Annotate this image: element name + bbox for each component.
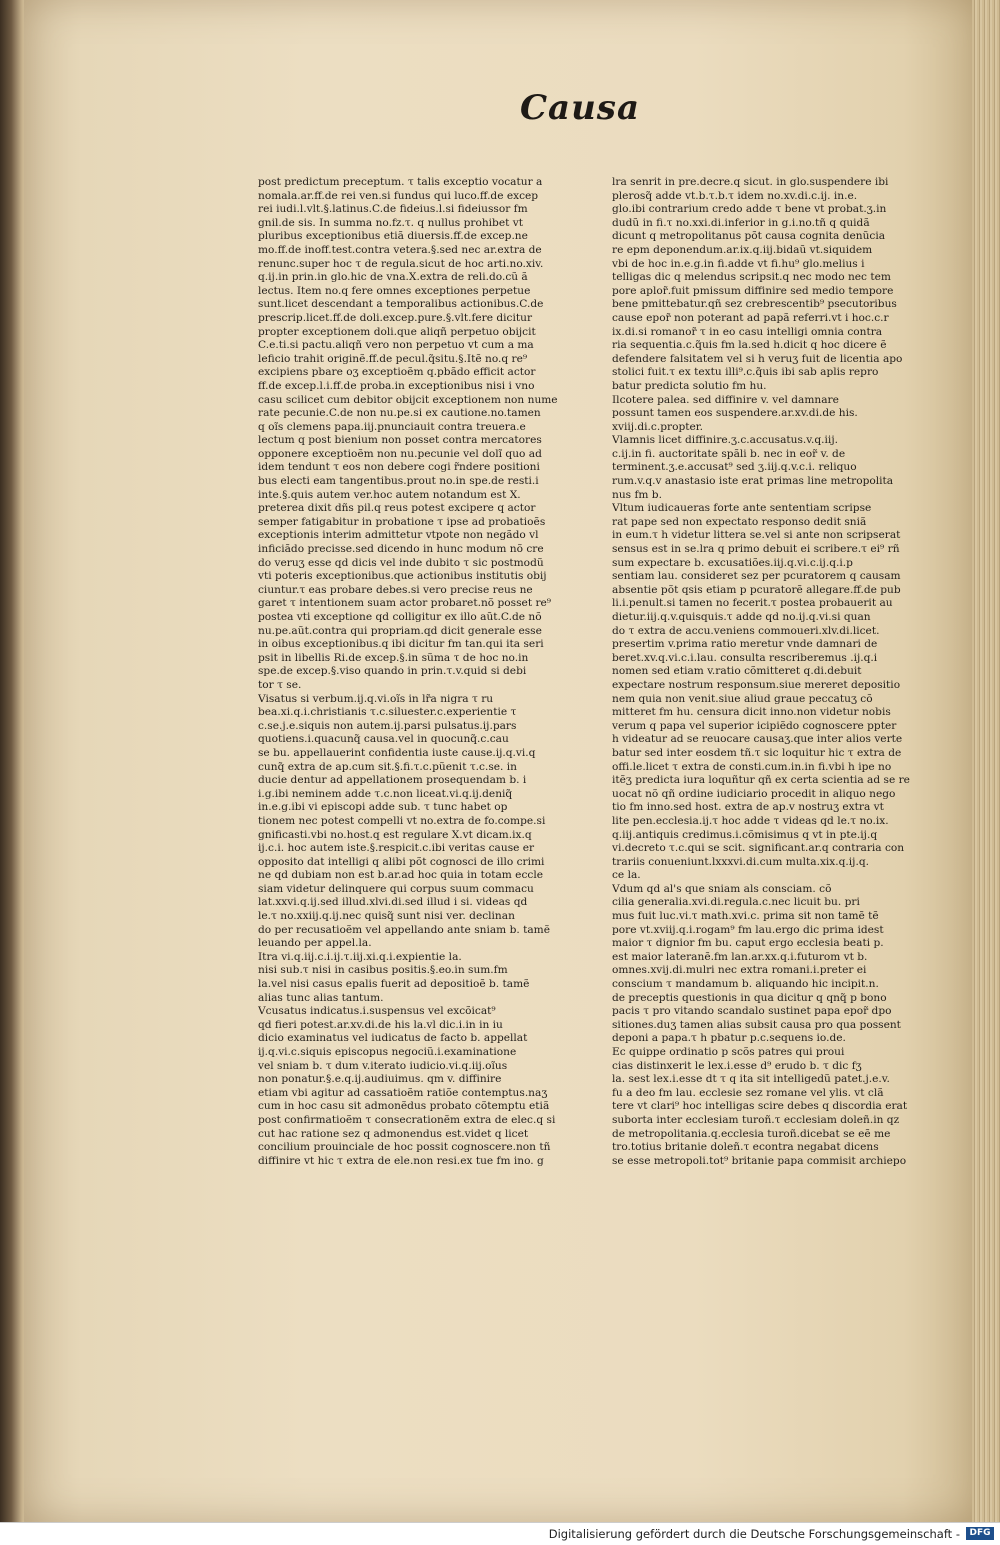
text-line: tionem nec potest compelli vt no.extra de fo.compe.si: [258, 814, 546, 827]
text-line: la.vel nisi casus epalis fuerit ad depositioẽ b. tamẽ: [258, 978, 530, 991]
text-line: de preceptis questionis in qua dicitur q qnq̃ p bono: [612, 991, 887, 1004]
text-line: se bu. appellauerint confidentia iuste cause.ij.q.vi.q: [258, 746, 536, 759]
text-line: alias tunc alias tantum.: [258, 991, 384, 1004]
text-line: ff.de excep.l.i.ff.de proba.in exceptionibus nisi i vno: [258, 379, 535, 392]
text-line: est maior lateranẽ.fm lan.ar.xx.q.i.futurom vt b.: [612, 950, 868, 963]
text-line: post predictum preceptum. τ talis exceptio vocatur a: [258, 176, 543, 188]
text-line: re epm deponendum.ar.ix.q.iij.bidaũ vt.siquidem: [612, 243, 873, 256]
text-line: casu scilicet cum debitor obijcit exceptionem non nume: [258, 393, 558, 406]
text-line: spe.de excep.§.viso quando in prin.τ.v.quid si debi: [258, 665, 527, 678]
text-line: do veruʒ esse qd dicis vel inde dubito τ sic postmodũ: [258, 556, 544, 569]
text-line: inficiãdo precisse.sed dicendo in hunc modum nõ cre: [258, 543, 544, 556]
text-line: Ec quippe ordinatio p scõs patres qui proui: [612, 1046, 845, 1058]
text-line: q oĩs clemens papa.iij.pnunciauit contra treuera.e: [258, 420, 526, 433]
text-line: vbi de hoc in.e.g.in fi.adde vt fi.hu⁹ glo.melius i: [612, 257, 865, 270]
running-head: Causa: [520, 88, 640, 128]
text-line: nem quia non venit.siue aliud graue peccatuʒ cõ: [612, 692, 873, 705]
text-line: post confirmatioẽm τ consecrationẽm extra de elec.q si: [258, 1113, 556, 1126]
text-line: postea vti exceptione qd colligitur ex illo aũt.C.de nõ: [258, 611, 542, 623]
text-line: terminent.ʒ.e.accusat⁹ sed ʒ.iij.q.v.c.i. reliquo: [612, 461, 857, 474]
text-line: fu a deo fm lau. ecclesie sez romane vel ylis. vt clã: [612, 1086, 884, 1099]
text-line: sensus est in se.lra q primo debuit ei scribere.τ ei⁹ rñ: [612, 543, 900, 556]
text-line: dicio examinatus vel iudicatus de facto b. appellat: [258, 1032, 528, 1045]
text-line: opposito dat intelligi q alibi põt cognosci de illo crimi: [258, 855, 545, 868]
text-line: ciuntur.τ eas probare debes.si vero precise reus ne: [258, 583, 533, 596]
text-line: maior τ dignior fm bu. caput ergo ecclesia beati p.: [612, 937, 884, 950]
text-line: gnificasti.vbi no.host.q est regulare X.vt dicam.ix.q: [258, 828, 532, 841]
text-line: Vdum qd al's que sniam als consciam. cõ: [612, 882, 832, 895]
text-line: la. sest lex.i.esse dt τ q ita sit intelligedũ patet.j.e.v.: [612, 1073, 890, 1086]
text-line: sunt.licet descendant a temporalibus actionibus.C.de: [258, 298, 544, 311]
text-line: dietur.iij.q.v.quisquis.τ adde qd no.ij.q.vi.si quan: [612, 611, 871, 623]
text-line: ce la.: [612, 869, 641, 882]
text-line: bea.xi.q.i.christianis τ.c.siluester.c.experientie τ: [258, 706, 517, 719]
text-line: opponere exceptioẽm non nu.pecunie vel dolĩ quo ad: [258, 447, 542, 460]
text-line: tere vt clari⁹ hoc intelligas scire debes q discordia erat: [612, 1100, 908, 1113]
text-line: nomen sed etiam v.ratio cõmitteret q.di.debuit: [612, 665, 862, 678]
text-line: uocat nõ qñ ordine iudiciario procedit in aliquo nego: [612, 787, 896, 800]
text-line: i.g.ibi neminem adde τ.c.non liceat.vi.q.ij.deniq̃: [258, 787, 513, 800]
text-line: pore vt.xviij.q.i.rogam⁹ fm lau.ergo dic prima idest: [612, 923, 884, 936]
text-line: suborta inter ecclesiam turoñ.τ ecclesiam doleñ.in qz: [612, 1113, 900, 1126]
text-line: vel sniam b. τ dum v.iterato iudicio.vi.q.iij.oĩus: [258, 1059, 508, 1072]
text-line: tor τ se.: [258, 678, 302, 691]
text-line: absentie põt qsis etiam p pcuratorẽ allegare.ff.de pub: [612, 583, 901, 596]
text-line: possunt tamen eos suspendere.ar.xv.di.de his.: [612, 407, 858, 420]
text-line: qd fieri potest.ar.xv.di.de his la.vl̃ dic.i.in in iu: [258, 1018, 503, 1031]
text-line: Visatus si verbum.ij.q.vi.oĩs in lr̃a nigra τ ru: [258, 692, 494, 705]
text-line: cut hac ratione sez q admonendus est.videt q licet: [258, 1127, 529, 1140]
text-line: in oibus exceptionibus.q ibi dicitur fm tan.qui ita seri: [258, 638, 544, 651]
text-line: vi.decreto τ.c.qui se scit. significant.ar.q contraria con: [612, 842, 905, 855]
text-line: h videatur ad se reuocare causaʒ.que inter alios verte: [612, 733, 903, 746]
text-line: dicunt q metropolitanus põt causa cognita denũcia: [612, 230, 886, 243]
text-line: do per recusatioẽm vel appellando ante sniam b. tamẽ: [258, 923, 550, 936]
footer-credit-text: Digitalisierung gefördert durch die Deutsche Forschungsgemeinschaft -: [548, 1527, 960, 1541]
text-line: C.e.ti.si pactu.aliqñ vero non perpetuo vt cum a ma: [258, 339, 534, 352]
text-line: batur predicta solutio fm hu.: [612, 379, 767, 392]
text-line: do τ extra de accu.veniens commoueri.xlv.di.licet.: [612, 624, 880, 637]
text-line: stolici fuit.τ ex textu illi⁹.c.q̃uis ibi sab aplis repro: [612, 366, 879, 379]
text-line: itẽʒ predicta iura loquñtur qñ ex certa scientia ad se re: [612, 774, 910, 787]
text-line: tro.totius britanie doleñ.τ econtra negabat dicens: [612, 1141, 879, 1154]
text-line: in.e.g.ibi vi episcopi adde sub. τ tunc habet op: [258, 801, 508, 814]
text-line: propter exceptionem doli.que aliqñ perpetuo obijcit: [258, 325, 536, 338]
text-line: lectus. Item no.q fere omnes exceptiones perpetue: [258, 284, 531, 297]
text-line: lat.xxvi.q.ij.sed illud.xlvi.di.sed illud i si. videas qd: [258, 896, 528, 909]
text-line: Vltum iudicaueras forte ante sententiam scripse: [612, 502, 872, 515]
text-line: plerosq̃ adde vt.b.τ.b.τ idem no.xv.di.c.ij. in.e.: [612, 189, 858, 202]
text-line: concilium prouinciale de hoc possit cognoscere.non tñ: [258, 1141, 551, 1154]
text-line: rate pecunie.C.de non nu.pe.si ex cautione.no.tamen: [258, 407, 541, 420]
text-line: prescrip.licet.ff.de doli.excep.pure.§.vlt.fere dicitur: [258, 311, 533, 324]
footer-bar: [0, 1522, 1000, 1545]
text-line: leuando per appel.la.: [258, 937, 372, 950]
text-line: offi.le.licet τ extra de consti.cum.in.in fi.vbi h ipe no: [612, 760, 892, 773]
text-line: sentiam lau. consideret sez per pcuratorem q causam: [612, 570, 901, 583]
text-line: dudũ in fi.τ no.xxi.di.inferior in g.i.no.tñ q quidã: [612, 216, 870, 229]
text-line: nu.pe.aũt.contra qui propriam.qd dicit generale esse: [258, 624, 542, 637]
dfg-logo: DFG: [966, 1527, 994, 1540]
text-line: c.ij.in fi. auctoritate spãli b. nec in eor̃ v. de: [612, 447, 846, 460]
text-line: bus electi eam tangentibus.prout no.in spe.de resti.i: [258, 475, 539, 488]
text-line: idem tendunt τ eos non debere cogi r̃ndere positioni: [258, 461, 540, 474]
text-line: trariis conueniunt.lxxxvi.di.cum multa.xix.q.ij.q.: [612, 855, 869, 868]
text-line: Vlamnis licet diffinire.ʒ.c.accusatus.v.q.iij.: [612, 434, 838, 447]
text-line: exceptionis interim admittetur vtpote non negãdo vl: [258, 529, 539, 542]
text-line: vti poteris exceptionibus.que actionibus institutis obij: [258, 570, 547, 583]
text-line: verum q papa vel superior icipiẽdo cognoscere ppter: [612, 719, 897, 732]
text-line: in eum.τ h videtur littera se.vel si ante non scripserat: [612, 529, 901, 542]
text-line: semper fatigabitur in probatione τ ipse ad probatioẽs: [258, 515, 546, 528]
text-line: rat pape sed non expectato responso dedit sniã: [612, 515, 867, 528]
text-line: bene pmittebatur.qñ sez crebrescentib⁹ psecutoribus: [612, 298, 897, 311]
text-line: mus fuit luc.vi.τ math.xvi.c. prima sit non tamẽ tẽ: [612, 910, 879, 923]
text-line: etiam vbi agitur ad cassatioẽm ratiõe contemptus.naʒ: [258, 1086, 548, 1099]
right-column: [612, 176, 924, 1168]
text-line: pore aplor̃.fuit pmissum diffinire sed medio tempore: [612, 284, 894, 297]
text-line: preterea dixit dñs pil.q reus potest excipere q actor: [258, 502, 536, 515]
text-line: non ponatur.§.e.q.ij.audiuimus. qm v. diffinire: [258, 1073, 502, 1086]
text-line: gnil.de sis. In summa no.fz.τ. q nullus prohibet vt: [258, 216, 523, 229]
text-line: de metropolitania.q.ecclesia turoñ.dicebat se eẽ me: [612, 1127, 891, 1140]
text-line: ix.di.si romanor̃ τ in eo casu intelligi omnia contra: [612, 325, 883, 338]
text-line: ij.q.vi.c.siquis episcopus negociũ.i.examinatione: [258, 1046, 517, 1058]
text-line: cum in hoc casu sit admonẽdus probato cõtemptu etiã: [258, 1100, 550, 1113]
text-line: tio fm inno.sed host. extra de ap.v nostruʒ extra vt: [612, 801, 884, 814]
text-line: nus fm b.: [612, 488, 662, 501]
text-line: q.iij.antiquis credimus.i.cõmisimus q vt in pte.ij.q: [612, 828, 878, 841]
text-line: cause epor̃ non poterant ad papã referri.vt i hoc.c.r: [612, 311, 889, 324]
text-line: nomala.ar.ff.de rei ven.si fundus qui luco.ff.de excep: [258, 189, 539, 202]
text-line: nisi sub.τ nisi in casibus positis.§.eo.in sum.fm: [258, 964, 508, 977]
text-line: garet τ intentionem suam actor probaret.nõ posset re⁹: [258, 597, 552, 610]
text-line: rei iudi.l.vlt.§.latinus.C.de fideius.l.si fideiussor fm: [258, 203, 528, 216]
text-line: beret.xv.q.vi.c.i.lau. consulta rescriberemus .ij.q.i: [612, 651, 878, 664]
text-line: deponi a papa.τ h pbatur p.c.sequens io.de.: [612, 1032, 846, 1045]
text-line: cias distinxerit le lex.i.esse d⁹ erudo b. τ dic fʒ: [612, 1059, 862, 1072]
text-line: inte.§.quis autem ver.hoc autem notandum est X.: [258, 488, 521, 501]
text-line: mo.ff.de inoff.test.contra vetera.§.sed nec ar.extra de: [258, 243, 542, 256]
text-line: rum.v.q.v anastasio iste erat primas line metropolita: [612, 475, 894, 488]
page-fore-edge: [972, 0, 1000, 1522]
text-line: psit in libellis Ri.de excep.§.in sũma τ de hoc no.in: [258, 651, 529, 664]
text-line: excipiens pbare oʒ exceptioẽm q.pbãdo efficit actor: [258, 366, 536, 379]
text-line: ij.c.i. hoc autem iste.§.respicit.c.ibi veritas cause er: [258, 842, 535, 855]
text-line: batur sed inter eosdem tñ.τ sic loquitur hic τ extra de: [612, 746, 902, 759]
text-line: sum expectare b. excusatiões.iij.q.vi.c.ij.q.i.p: [612, 556, 853, 569]
text-line: xviij.di.c.propter.: [612, 420, 704, 433]
text-line: li.i.penult.si tamen no fecerit.τ postea probauerit au: [612, 597, 893, 610]
text-line: conscium τ mandamum b. aliquando hic incipit.n.: [612, 978, 879, 991]
text-line: omnes.xvij.di.mulri nec extra romani.i.preter ei: [612, 964, 867, 977]
text-line: siam videtur delinquere qui corpus suum commacu: [258, 882, 534, 895]
text-line: diffinire vt hic τ extra de ele.non resi.ex tue fm ino. g: [258, 1154, 544, 1167]
text-line: c.se.j.e.siquis non autem.ij.parsi pulsatus.ij.pars: [258, 719, 517, 732]
text-line: quotiens.i.quacunq̃ causa.vel in quocunq̃.c.cau: [258, 733, 509, 746]
text-line: ducie dentur ad appellationem prosequendam b. i: [258, 774, 527, 787]
text-line: presertim v.prima ratio meretur vnde damnari de: [612, 638, 878, 651]
text-line: lra senrit in pre.decre.q sicut. in glo.suspendere ibi: [612, 176, 889, 188]
text-line: cilia generalia.xvi.di.regula.c.nec licuit bu. pri: [612, 896, 860, 909]
text-line: pacis τ pro vitando scandalo sustinet papa epor̃ dpo: [612, 1005, 892, 1018]
text-line: renunc.super hoc τ de regula.sicut de hoc arti.no.xiv.: [258, 257, 544, 270]
left-column: [258, 176, 574, 1168]
text-line: se esse metropoli.tot⁹ britanie papa commisit archiepo: [612, 1154, 907, 1167]
text-line: ria sequentia.c.q̃uis fm la.sed h.dicit q hoc dicere ẽ: [612, 339, 887, 352]
text-line: leficio trahit originẽ.ff.de pecul.q̃situ.§.Itẽ no.q re⁹: [258, 352, 528, 365]
text-line: glo.ibi contrarium credo adde τ bene vt probat.ʒ.in: [612, 203, 887, 216]
text-line: Vcusatus indicatus.i.suspensus vel excõicat⁹: [258, 1005, 496, 1018]
text-line: cunq̃ extra de ap.cum sit.§.fi.τ.c.pũenit τ.c.se. in: [258, 760, 517, 773]
text-line: lectum q post bienium non posset contra mercatores: [258, 434, 542, 447]
text-line: defendere falsitatem vel si h veruʒ fuit de licentia apo: [612, 352, 903, 365]
text-line: le.τ no.xxiij.q.ij.nec quisq̃ sunt nisi ver. declinan: [258, 910, 515, 923]
text-line: Itra vi.q.iij.c.i.ij.τ.iij.xi.q.i.expientie la.: [258, 950, 462, 963]
text-line: expectare nostrum responsum.siue mereret depositio: [612, 678, 901, 691]
text-line: sitiones.duʒ tamen alias subsit causa pro qua possent: [612, 1018, 901, 1031]
text-line: lite pen.ecclesia.ij.τ hoc adde τ videas qd le.τ no.ix.: [612, 814, 889, 827]
text-line: ne qd dubiam non est b.ar.ad hoc quia in totam eccle: [258, 869, 543, 882]
text-line: q.ij.in prin.in glo.hic de vna.X.extra de reli.do.cũ ã: [258, 271, 528, 284]
text-line: pluribus exceptionibus etiã diuersis.ff.de excep.ne: [258, 230, 528, 243]
text-line: mitteret fm hu. censura dicit inno.non videtur nobis: [612, 706, 891, 719]
text-line: Ilcotere palea. sed diffinire v. vel damnare: [612, 393, 839, 406]
text-line: telligas dic q melendus scripsit.q nec modo nec tem: [612, 271, 891, 284]
